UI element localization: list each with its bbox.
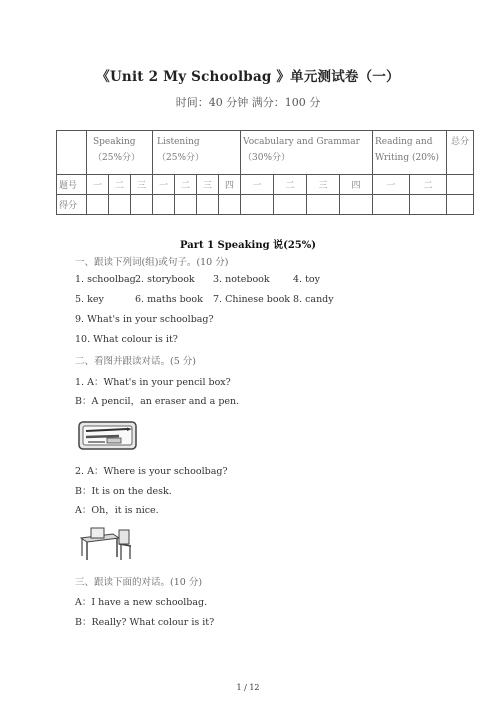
score-cell [131,195,153,215]
dialogue-2-a: 2. A：Where is your schoolbag? [75,466,228,477]
sentence-10: 10. What colour is it? [75,334,178,345]
num-cell: 二 [109,175,131,195]
word-item: 1. schoolbag [75,274,136,285]
word-item: 8. candy [293,294,334,305]
word-item: 3. notebook [213,274,270,285]
score-cell [241,195,274,215]
exam-time-info: 时间：40 分钟 满分：100 分 [175,96,321,109]
num-cell: 二 [274,175,307,195]
section2-heading: 二、看图并跟读对话。(5 分) [75,356,196,367]
part1-title: Part 1 Speaking 说(25%) [180,240,316,251]
word-list-line-2 [75,294,334,305]
num-cell: 一 [373,175,410,195]
score-cell [219,195,241,215]
word-item: 7. Chinese book [213,294,291,305]
num-cell: 一 [241,175,274,195]
reading-writing-header: Reading and Writing (20%) [373,131,447,175]
listening-header: Listening （25%分） [153,131,241,175]
dialogue-1-a: 1. A：What's in your pencil box? [75,377,231,388]
score-cell [340,195,373,215]
blank-cell [57,131,87,175]
section3-heading: 三、跟读下面的对话。(10 分) [75,577,203,588]
page-number: 1 / 12 [236,683,260,692]
word-item: 4. toy [293,274,320,285]
speaking-header: Speaking （25%分） [87,131,153,175]
score-cell [109,195,131,215]
total-header: 总分 [447,131,474,175]
score-cell [175,195,197,215]
pencil-box-image [77,418,139,452]
total-cell [447,175,474,195]
score-cell [307,195,340,215]
dialogue-2-c: A：Oh，it is nice. [75,505,159,516]
dialogue-2-b: B：It is on the desk. [75,486,172,497]
score-cell [447,195,474,215]
num-cell: 二 [410,175,447,195]
question-number-label: 题号 [57,175,87,195]
score-cell [274,195,307,215]
num-cell: 一 [153,175,175,195]
word-item: 2. storybook [135,274,195,285]
word-item: 5. key [75,294,104,305]
score-label: 得分 [57,195,87,215]
score-cell [153,195,175,215]
num-cell: 一 [87,175,109,195]
dialogue-1-b: B：A pencil，an eraser and a pen. [75,396,240,407]
page-title: 《Unit 2 My Schoolbag 》单元测试卷（一） [96,69,400,85]
desk-and-chair-image [77,524,135,562]
num-cell: 二 [175,175,197,195]
score-cell [87,195,109,215]
dialogue-3-b: B：Really? What colour is it? [75,617,215,628]
score-table [56,130,474,215]
num-cell: 四 [340,175,373,195]
num-cell: 三 [307,175,340,195]
word-list-line-1 [75,274,320,285]
score-cell [197,195,219,215]
num-cell: 四 [219,175,241,195]
word-item: 6. maths book [135,294,203,305]
vocabulary-header: Vocabulary and Grammar （30%分） [241,131,373,175]
score-cell [410,195,447,215]
sentence-9: 9. What's in your schoolbag? [75,314,214,325]
num-cell: 三 [197,175,219,195]
dialogue-3-a: A：I have a new schoolbag. [75,597,208,608]
num-cell: 三 [131,175,153,195]
score-cell [373,195,410,215]
section1-heading: 一、跟读下列词(组)或句子。(10 分) [75,257,229,268]
